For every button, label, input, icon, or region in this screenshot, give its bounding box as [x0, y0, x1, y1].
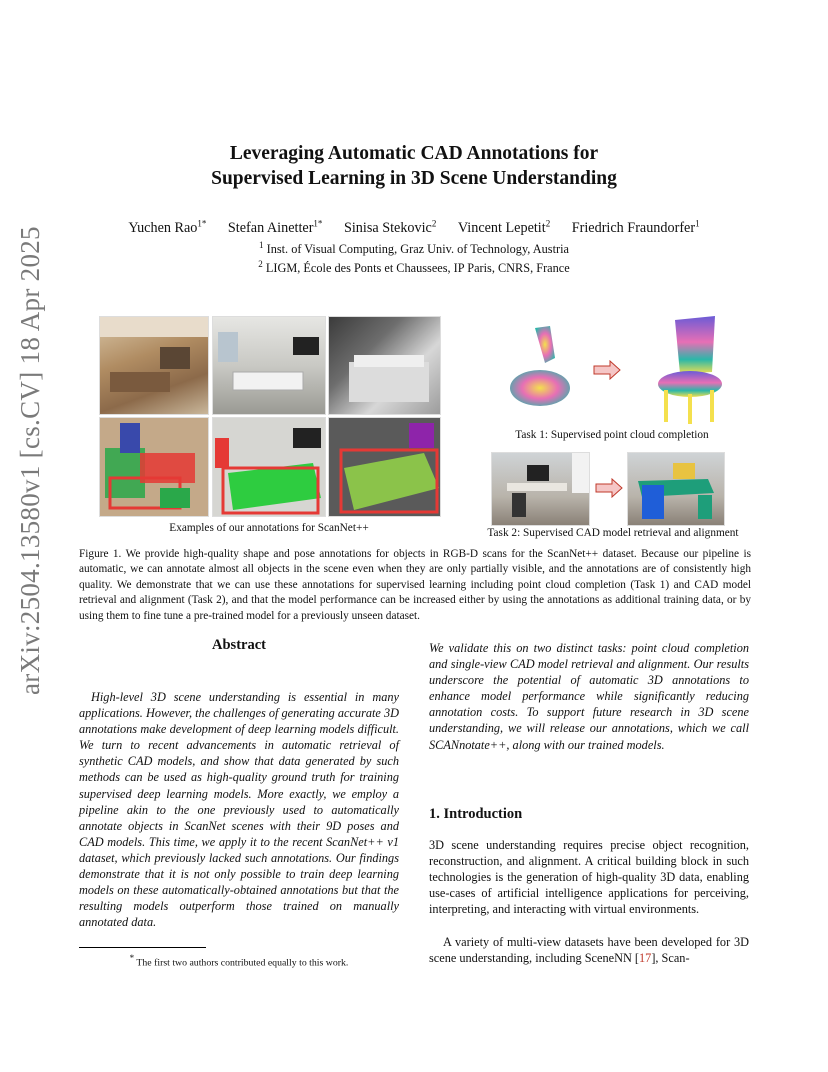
- author: Stefan Ainetter$^{1*}$: [227, 218, 323, 236]
- affiliation-1: $^1$ Inst. of Visual Computing, Graz Univ. of Technology, Austria: [259, 240, 569, 257]
- arrow-icon: [594, 478, 624, 498]
- completed-point-cloud-chair: [640, 312, 730, 432]
- annotated-scene-meeting-room: [212, 417, 326, 517]
- annotated-scene-living-room: [99, 417, 209, 517]
- introduction-paragraph-2: A variety of multi-view datasets have been developed for 3D scene understanding, including SceneNN [17], Scan-: [429, 935, 749, 966]
- author: Sinisa Stekovic$^2$: [343, 218, 437, 236]
- office-photo-with-cad-models: [627, 452, 725, 526]
- abstract-heading: Abstract: [212, 637, 266, 653]
- arrow-icon: [592, 360, 622, 380]
- scene-photo-bedroom: [328, 316, 441, 415]
- author: Friedrich Fraundorfer$^1$: [571, 218, 700, 236]
- task2-caption: Task 2: Supervised CAD model retrieval and alignment: [487, 527, 739, 539]
- footnote-rule: [79, 947, 206, 948]
- office-photo: [491, 452, 590, 526]
- left-figure-caption: Examples of our annotations for ScanNet++: [169, 522, 369, 534]
- title-line-2: Supervised Learning in 3D Scene Understanding: [211, 168, 617, 189]
- author-list: [0, 218, 828, 237]
- author: Yuchen Rao$^{1*}$: [128, 218, 207, 236]
- title-line-1: Leveraging Automatic CAD Annotations for: [229, 143, 599, 164]
- task1-caption: Task 1: Supervised point cloud completion: [515, 429, 709, 441]
- scene-photo-living-room: [99, 316, 209, 415]
- footnote: * The first two authors contributed equally to this work.: [129, 953, 349, 969]
- arxiv-identifier: arXiv:2504.13580v1 [cs.CV] 18 Apr 2025: [15, 226, 45, 695]
- scene-photo-meeting-room: [212, 316, 326, 415]
- citation-link[interactable]: 17: [639, 951, 652, 966]
- abstract-text-right: We validate this on two distinct tasks: point cloud completion and single-view CAD model retrieval and alignment. Our results underscore the potential of automatic 3D annotations to enhance model performance while significantly reducing annotation costs. To support future research in 3D scene understanding, we will release our annotations, which we call SCANnotate++, along with our trained models.: [429, 641, 749, 752]
- introduction-heading: 1. Introduction: [429, 806, 523, 822]
- author: Vincent Lepetit$^2$: [457, 218, 551, 236]
- introduction-paragraph-1: 3D scene understanding requires precise object recognition, reconstruction, and alignment. A critical building block in such technologies is the generation of high-quality 3D data, enabling use-cases of artificial intelligence applications for perceiving, interpreting, and interacting with virtual environments.: [429, 838, 749, 917]
- partial-point-cloud-chair: [500, 318, 590, 418]
- annotated-scene-bedroom: [328, 417, 441, 517]
- figure-caption: Figure 1. We provide high-quality shape and pose annotations for objects in RGB-D scans for the ScanNet++ dataset. Because our pipeline is automatic, we can annotate almost all objects in the scene even when they are only partially visible, and the annotations are of consistently high quality. We demonstrate that we can use these annotations for supervised learning including point cloud completion (Task 1) and CAD model retrieval and alignment (Task 2), and that the model performance can be increased either by using the annotations as additional training data, or by using them to fine tune a pre-trained model for a previously unseen dataset.: [79, 548, 751, 622]
- affiliation-2: $^2$ LIGM, École des Ponts et Chaussees, IP Paris, CNRS, France: [258, 259, 570, 276]
- paper-title: [0, 141, 828, 191]
- abstract-text-left: High-level 3D scene understanding is essential in many applications. However, the challenges of generating accurate 3D annotations make development of deep learning models difficult. We turn to recent advancements in automatic retrieval of synthetic CAD models, and show that data generated by such methods can be used as high-quality ground truth for training supervised deep learning models. More exactly, we employ a pipeline akin to the one previously used to automatically annotate objects in ScanNet scenes with their 9D poses and CAD models. This time, we apply it to the recent ScanNet++ v1 dataset, which previously lacked such annotations. Our findings demonstrate that it is not only possible to train deep learning models on these automatically-obtained annotations but that the resulting models outperform those trained on manually annotated data.: [79, 690, 399, 930]
